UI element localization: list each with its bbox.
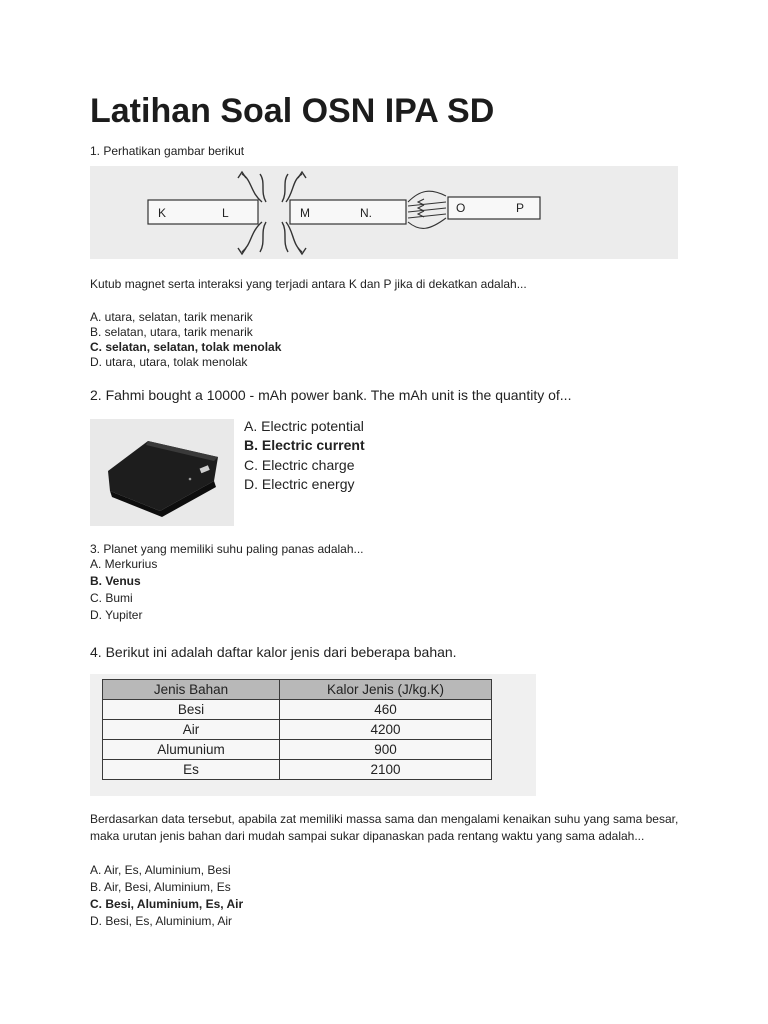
kalor-jenis-table <box>102 679 492 780</box>
table-header-row <box>103 680 492 700</box>
page-title: Latihan Soal OSN IPA SD <box>90 92 495 130</box>
table-header-bahan: Jenis Bahan <box>103 680 280 700</box>
q4-prompt: 4. Berikut ini adalah daftar kalor jenis dari beberapa bahan. <box>90 644 457 660</box>
table-cell: Besi <box>103 700 280 720</box>
q1-option-c: C. selatan, selatan, tolak menolak <box>90 340 282 354</box>
magnet-right-pole-b: P <box>516 201 525 215</box>
magnet-figure <box>90 166 678 259</box>
table-cell: Alumunium <box>103 740 280 760</box>
magnet-left-pole-b: L <box>222 206 229 220</box>
magnet-middle-pole-a: M <box>300 206 310 220</box>
table-row <box>103 700 492 720</box>
table-cell: 460 <box>280 700 492 720</box>
q3-option-d: D. Yupiter <box>90 608 143 622</box>
q2-prompt: 2. Fahmi bought a 10000 - mAh power bank. The mAh unit is the quantity of... <box>90 387 572 403</box>
table-row <box>103 760 492 780</box>
q2-option-b: B. Electric current <box>244 437 365 453</box>
q3-prompt: 3. Planet yang memiliki suhu paling panas adalah... <box>90 542 364 556</box>
q4-option-a: A. Air, Es, Aluminium, Besi <box>90 863 231 877</box>
q4-option-c: C. Besi, Aluminium, Es, Air <box>90 897 244 911</box>
table-header-kalor: Kalor Jenis (J/kg.K) <box>280 680 492 700</box>
table-cell: 2100 <box>280 760 492 780</box>
q4-question: Berdasarkan data tersebut, apabila zat memiliki massa sama dan mengalami kenaikan suhu yang sama besar, maka urutan jenis bahan dari mudah sampai sukar dipanaskan pada rentang waktu yang sama adalah... <box>90 812 679 843</box>
q3-option-b: B. Venus <box>90 574 141 588</box>
table-row <box>103 740 492 760</box>
q1-option-d: D. utara, utara, tolak menolak <box>90 355 248 369</box>
q4-option-d: D. Besi, Es, Aluminium, Air <box>90 914 233 928</box>
table-cell: 900 <box>280 740 492 760</box>
q3-option-c: C. Bumi <box>90 591 133 605</box>
q1-prompt: 1. Perhatikan gambar berikut <box>90 144 245 158</box>
q2-option-a: A. Electric potential <box>244 418 364 434</box>
power-bank-image <box>90 419 234 526</box>
q1-option-a: A. utara, selatan, tarik menarik <box>90 310 253 324</box>
q2-option-d: D. Electric energy <box>244 476 355 492</box>
q3-option-a: A. Merkurius <box>90 557 158 571</box>
table-cell: Air <box>103 720 280 740</box>
q1-option-b: B. selatan, utara, tarik menarik <box>90 325 253 339</box>
q1-question: Kutub magnet serta interaksi yang terjadi antara K dan P jika di dekatkan adalah... <box>90 277 527 291</box>
magnet-diagram <box>90 166 678 259</box>
table-row <box>103 720 492 740</box>
table-cell: Es <box>103 760 280 780</box>
table-cell: 4200 <box>280 720 492 740</box>
power-bank-illustration <box>90 419 234 526</box>
magnet-right-pole-a: O <box>456 201 466 215</box>
q4-option-b: B. Air, Besi, Aluminium, Es <box>90 880 231 894</box>
q2-option-c: C. Electric charge <box>244 457 355 473</box>
magnet-left-pole-a: K <box>158 206 167 220</box>
magnet-middle-pole-b: N. <box>360 206 372 220</box>
